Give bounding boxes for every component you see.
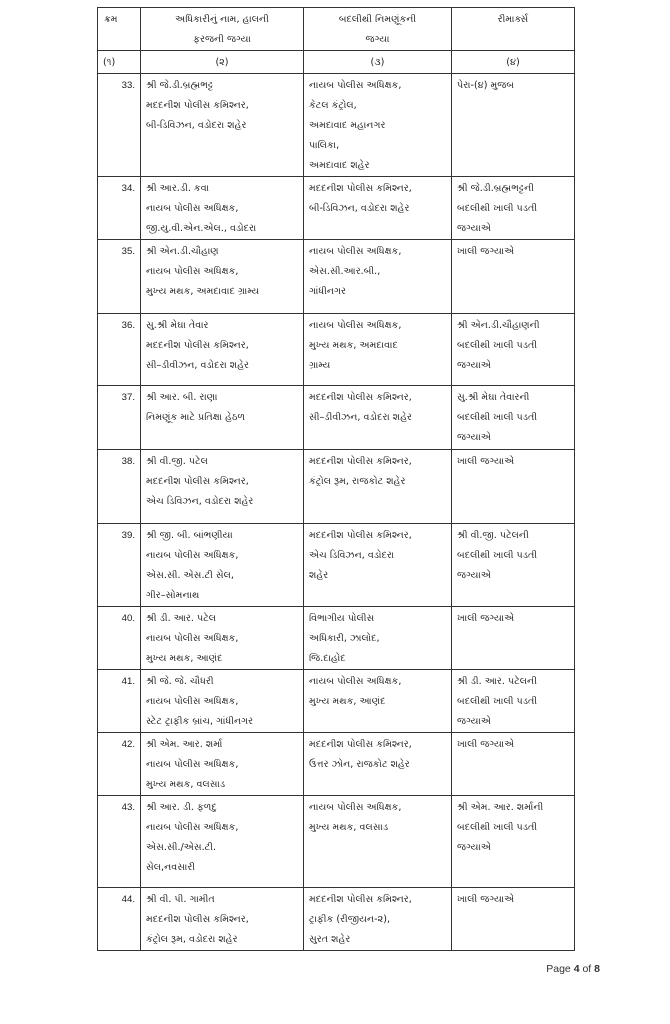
officer-line: શ્રી જી. બી. બાંભણીયા xyxy=(146,530,233,541)
remarks-cell xyxy=(452,177,575,240)
remarks-cell xyxy=(452,386,575,450)
remarks-cell xyxy=(452,450,575,524)
column-number: (૧) xyxy=(98,51,141,74)
table-row xyxy=(98,74,575,177)
posting-cell xyxy=(304,450,452,524)
posting-line: સી–ડીવીઝન, વડોદરા શહેર xyxy=(309,412,412,423)
remarks-line: શ્રી ડી. આર. પટેલની xyxy=(457,676,537,687)
page-number xyxy=(546,963,600,975)
officer-line: મદદનીશ પોલીસ કમિશ્નર, xyxy=(146,914,249,925)
posting-line: એસ.સી.આર.બી., xyxy=(309,266,381,277)
table-row xyxy=(98,314,575,386)
column-number-row xyxy=(98,51,575,74)
posting-line: ટ્રાફીક (રીજીયન-૨), xyxy=(309,914,391,925)
column-number: (૩) xyxy=(304,51,452,74)
table-row xyxy=(98,888,575,951)
posting-line: ગાંધીનગર xyxy=(309,286,346,297)
officer-cell xyxy=(141,386,304,450)
posting-cell xyxy=(304,607,452,670)
table-row xyxy=(98,607,575,670)
officer-line: નાયબ પોલીસ અધિક્ષક, xyxy=(146,203,239,214)
posting-line: સુરત શહેર xyxy=(309,934,351,945)
serial-number: 41. xyxy=(98,670,141,733)
officer-line: ગીર–સોમનાથ xyxy=(146,590,200,601)
officer-line: શ્રી જે.ડી.બ્રહ્મભટ્ટ xyxy=(146,80,214,91)
posting-line: બી-ડિવિઝન, વડોદરા શહેર xyxy=(309,203,410,214)
officer-line: એસ.સી. એસ.ટી સેલ, xyxy=(146,570,234,581)
officer-line: નાયબ પોલીસ અધિક્ષક, xyxy=(146,759,239,770)
remarks-line: શ્રી એન.ડી.ચૌહાણની xyxy=(457,320,540,331)
officer-line: નિમણૂંક માટે પ્રતિક્ષા હેઠળ xyxy=(146,412,246,423)
table-row xyxy=(98,733,575,796)
serial-number: 43. xyxy=(98,796,141,888)
transfer-table xyxy=(97,7,575,951)
posting-line: કંટ્રોલ રૂમ, રાજકોટ શહેર xyxy=(309,476,406,487)
posting-line: મદદનીશ પોલીસ કમિશ્નર, xyxy=(309,894,412,905)
posting-cell xyxy=(304,386,452,450)
column-number: (૪) xyxy=(452,51,575,74)
column-number: (૨) xyxy=(141,51,304,74)
remarks-line: સુ.શ્રી મેઘા તેવારની xyxy=(457,392,530,403)
officer-cell xyxy=(141,450,304,524)
posting-line: અધિકારી, ઝાલોદ, xyxy=(309,633,380,644)
posting-line: મદદનીશ પોલીસ કમિશ્નર, xyxy=(309,392,412,403)
posting-line: ઉત્તર ઝોન, રાજકોટ શહેર xyxy=(309,759,410,770)
officer-line: મુખ્ય મથક, વલસાડ xyxy=(146,779,226,790)
officer-cell xyxy=(141,314,304,386)
officer-line: શ્રી જે. જે. ચૌધરી xyxy=(146,676,214,687)
officer-line: મુખ્ય મથક, આણંદ xyxy=(146,653,223,664)
officer-line: શ્રી આર. બી. રાણા xyxy=(146,392,218,403)
posting-cell xyxy=(304,177,452,240)
officer-cell xyxy=(141,524,304,607)
table-row xyxy=(98,177,575,240)
serial-number: 42. xyxy=(98,733,141,796)
posting-line: એચ ડિવિઝન, વડોદરા xyxy=(309,550,395,561)
posting-line: મદદનીશ પોલીસ કમિશ્નર, xyxy=(309,456,412,467)
posting-cell xyxy=(304,240,452,314)
remarks-line: પેરા-(૪) મુજબ xyxy=(457,80,515,91)
remarks-line: બદલીથી ખાલી પડતી xyxy=(457,340,538,351)
officer-line: શ્રી આર.ડી. કવા xyxy=(146,183,210,194)
page-total: 8 xyxy=(594,963,600,975)
header-officer: અધિકારીનું નામ, હાલની ફરજની જગ્યા xyxy=(141,8,304,51)
remarks-line: શ્રી વી.જી. પટેલની xyxy=(457,530,529,541)
serial-number: 44. xyxy=(98,888,141,951)
table-row xyxy=(98,450,575,524)
posting-cell xyxy=(304,670,452,733)
serial-number: 34. xyxy=(98,177,141,240)
remarks-line: બદલીથી ખાલી પડતી xyxy=(457,203,538,214)
serial-number: 36. xyxy=(98,314,141,386)
table-row xyxy=(98,524,575,607)
posting-line: મદદનીશ પોલીસ કમિશ્નર, xyxy=(309,739,412,750)
posting-line: પાલિકા, xyxy=(309,140,340,151)
officer-line: નાયબ પોલીસ અધિક્ષક, xyxy=(146,696,239,707)
officer-line: નાયબ પોલીસ અધિક્ષક, xyxy=(146,266,239,277)
posting-line: અમદાવાદ શહેર xyxy=(309,160,370,171)
remarks-line: જગ્યાએ xyxy=(457,842,492,853)
posting-cell xyxy=(304,74,452,177)
officer-line: સી–ડીવીઝન, વડોદરા શહેર xyxy=(146,360,249,371)
officer-cell xyxy=(141,888,304,951)
header-serial: ક્રમ xyxy=(98,8,141,51)
remarks-line: ખાલી જગ્યાએ xyxy=(457,739,515,750)
remarks-cell xyxy=(452,670,575,733)
table-row xyxy=(98,386,575,450)
officer-line: મદદનીશ પોલીસ કમિશ્નર, xyxy=(146,100,249,111)
remarks-line: ખાલી જગ્યાએ xyxy=(457,894,515,905)
page-label: Page xyxy=(546,963,571,975)
officer-line: સુ.શ્રી મેઘા તેવાર xyxy=(146,320,209,331)
posting-line: ગ્રામ્ય xyxy=(309,360,331,371)
posting-line: નાયબ પોલીસ અધિક્ષક, xyxy=(309,676,402,687)
posting-line: શહેર xyxy=(309,570,329,581)
remarks-cell xyxy=(452,888,575,951)
remarks-line: બદલીથી ખાલી પડતી xyxy=(457,822,538,833)
officer-cell xyxy=(141,177,304,240)
posting-line: મદદનીશ પોલીસ કમિશ્નર, xyxy=(309,183,412,194)
remarks-line: જગ્યાએ xyxy=(457,432,492,443)
officer-line: નાયબ પોલીસ અધિક્ષક, xyxy=(146,633,239,644)
officer-line: મદદનીશ પોલીસ કમિશ્નર, xyxy=(146,476,249,487)
table-body xyxy=(98,74,575,951)
officer-line: કંટ્રોલ રૂમ, વડોદરા શહેર xyxy=(146,934,238,945)
officer-line: જી.યુ.વી.એન.એલ., વડોદરા xyxy=(146,223,257,234)
serial-number: 37. xyxy=(98,386,141,450)
officer-line: શ્રી વી. પી. ગામીત xyxy=(146,894,215,905)
remarks-cell xyxy=(452,524,575,607)
table-row xyxy=(98,670,575,733)
remarks-line: ખાલી જગ્યાએ xyxy=(457,613,515,624)
remarks-cell xyxy=(452,240,575,314)
officer-line: સ્ટેટ ટ્રાફીક બ્રાંચ, ગાંધીનગર xyxy=(146,716,254,727)
posting-line: નાયબ પોલીસ અધિક્ષક, xyxy=(309,802,402,813)
serial-number: 39. xyxy=(98,524,141,607)
remarks-cell xyxy=(452,733,575,796)
remarks-cell xyxy=(452,74,575,177)
posting-line: મુખ્ય મથક, આણંદ xyxy=(309,696,386,707)
officer-line: મુખ્ય મથક, અમદાવાદ ગ્રામ્ય xyxy=(146,286,260,297)
header-remarks: રીમાર્ક્સ xyxy=(452,8,575,51)
officer-line: નાયબ પોલીસ અધિક્ષક, xyxy=(146,822,239,833)
posting-line: કેટલ કંટ્રોલ, xyxy=(309,100,357,111)
table-row xyxy=(98,796,575,888)
officer-cell xyxy=(141,607,304,670)
officer-line: એચ ડિવિઝન, વડોદરા શહેર xyxy=(146,496,254,507)
remarks-line: ખાલી જગ્યાએ xyxy=(457,246,515,257)
posting-cell xyxy=(304,524,452,607)
posting-line: જિ.દાહોદ xyxy=(309,653,346,664)
officer-line: નાયબ પોલીસ અધિક્ષક, xyxy=(146,550,239,561)
officer-cell xyxy=(141,240,304,314)
serial-number: 35. xyxy=(98,240,141,314)
remarks-line: શ્રી જે.ડી.બ્રહ્મભટ્ટની xyxy=(457,183,535,194)
posting-line: અમદાવાદ મહાનગર xyxy=(309,120,386,131)
remarks-line: જગ્યાએ xyxy=(457,716,492,727)
posting-line: નાયબ પોલીસ અધિક્ષક, xyxy=(309,246,402,257)
remarks-line: જગ્યાએ xyxy=(457,570,492,581)
officer-line: શ્રી એમ. આર. શર્મા xyxy=(146,739,223,750)
posting-line: મુખ્ય મથક, અમદાવાદ xyxy=(309,340,398,351)
posting-line: વિભાગીય પોલીસ xyxy=(309,613,375,624)
remarks-line: ખાલી જગ્યાએ xyxy=(457,456,515,467)
posting-line: નાયબ પોલીસ અધિક્ષક, xyxy=(309,80,402,91)
page-of-label: of xyxy=(582,963,592,975)
posting-line: મુખ્ય મથક, વલસાડ xyxy=(309,822,389,833)
serial-number: 40. xyxy=(98,607,141,670)
header-row xyxy=(98,8,575,51)
table-row xyxy=(98,240,575,314)
remarks-line: જગ્યાએ xyxy=(457,223,492,234)
posting-cell xyxy=(304,796,452,888)
officer-cell xyxy=(141,796,304,888)
officer-line: શ્રી આર. ડી. ફળદુ xyxy=(146,802,217,813)
officer-line: શ્રી ડી. આર. પટેલ xyxy=(146,613,217,624)
page-current: 4 xyxy=(573,963,580,975)
remarks-cell xyxy=(452,314,575,386)
officer-line: શ્રી વી.જી. પટેલ xyxy=(146,456,208,467)
remarks-line: જગ્યાએ xyxy=(457,360,492,371)
officer-line: શ્રી એન.ડી.ચૌહાણ xyxy=(146,246,219,257)
posting-line: નાયબ પોલીસ અધિક્ષક, xyxy=(309,320,402,331)
remarks-line: બદલીથી ખાલી પડતી xyxy=(457,412,538,423)
remarks-line: બદલીથી ખાલી પડતી xyxy=(457,696,538,707)
posting-line: મદદનીશ પોલીસ કમિશ્નર, xyxy=(309,530,412,541)
serial-number: 33. xyxy=(98,74,141,177)
remarks-cell xyxy=(452,796,575,888)
officer-cell xyxy=(141,670,304,733)
officer-line: સેલ,નવસારી xyxy=(146,862,196,873)
officer-line: બી-ડિવિઝન, વડોદરા શહેર xyxy=(146,120,247,131)
officer-line: મદદનીશ પોલીસ કમિશ્નર, xyxy=(146,340,249,351)
remarks-line: બદલીથી ખાલી પડતી xyxy=(457,550,538,561)
officer-line: એસ.સી./એસ.ટી. xyxy=(146,842,217,853)
officer-cell xyxy=(141,733,304,796)
serial-number: 38. xyxy=(98,450,141,524)
header-posting: બદલીથી નિમણૂંકની જગ્યા xyxy=(304,8,452,51)
officer-cell xyxy=(141,74,304,177)
remarks-cell xyxy=(452,607,575,670)
posting-cell xyxy=(304,733,452,796)
remarks-line: શ્રી એમ. આર. શર્માની xyxy=(457,802,544,813)
posting-cell xyxy=(304,314,452,386)
posting-cell xyxy=(304,888,452,951)
